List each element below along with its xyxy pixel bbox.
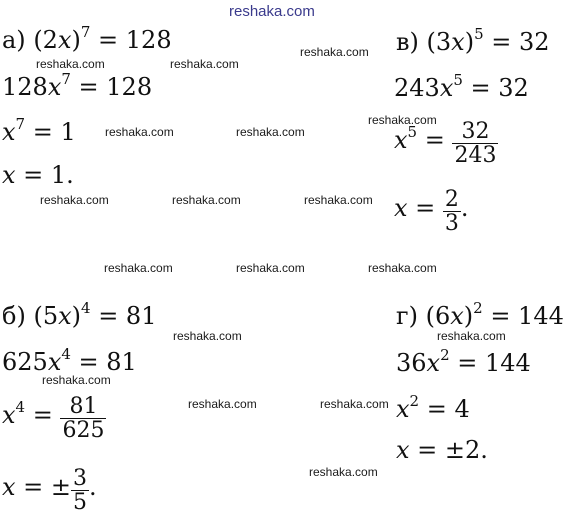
variable: x	[57, 26, 72, 54]
problem-a-equation	[2, 23, 172, 54]
watermark: reshaka.com	[104, 261, 173, 275]
coefficient: 243	[394, 74, 440, 102]
exponent: 2	[473, 299, 483, 317]
expr: =	[407, 194, 443, 223]
fraction	[60, 395, 106, 442]
watermark: reshaka.com	[300, 45, 369, 59]
fraction	[71, 467, 89, 514]
watermark: reshaka.com	[170, 57, 239, 71]
exponent: 5	[453, 71, 463, 89]
expr: = 4	[419, 395, 470, 423]
denominator: 3	[444, 211, 459, 237]
problem-g-answer	[396, 438, 488, 462]
coefficient: 625	[2, 348, 48, 376]
problem-v-equation	[396, 25, 550, 56]
problem-v-step-3	[394, 118, 498, 169]
watermark: reshaka.com	[188, 397, 257, 411]
denominator: 243	[454, 143, 497, 169]
expr: = 128	[70, 73, 153, 101]
exponent: 2	[440, 346, 450, 364]
expr: )	[464, 28, 475, 56]
watermark: reshaka.com	[437, 329, 506, 343]
numerator: 2	[444, 187, 459, 212]
problem-v-step-2	[394, 71, 529, 102]
exponent: 4	[61, 345, 71, 363]
watermark: reshaka.com	[42, 373, 111, 387]
variable: x	[394, 194, 408, 223]
problem-label: а)	[2, 26, 26, 54]
problem-g-equation	[396, 299, 564, 330]
expr: (5	[33, 302, 59, 330]
exponent: 5	[407, 123, 418, 142]
exponent: 7	[80, 23, 91, 41]
numerator: 3	[73, 466, 88, 491]
numerator: 81	[60, 395, 106, 419]
expr: = ±2.	[409, 436, 488, 464]
expr: = 32	[483, 28, 550, 56]
variable: x	[2, 473, 16, 502]
variable: x	[58, 302, 72, 330]
numerator: 32	[452, 120, 498, 144]
fraction	[443, 188, 461, 235]
variable: x	[2, 161, 16, 189]
variable: x	[47, 348, 62, 376]
watermark: reshaka.com	[320, 397, 389, 411]
variable: x	[439, 74, 454, 102]
variable: x	[47, 73, 62, 101]
expr: = 81	[70, 348, 137, 376]
expr: = 1.	[15, 161, 74, 189]
expr: (3	[426, 28, 452, 56]
problem-a-step-3	[2, 115, 76, 146]
expr: )	[71, 302, 82, 330]
exponent: 7	[15, 115, 26, 133]
watermark: reshaka.com	[304, 193, 373, 207]
expr: (6	[425, 302, 451, 330]
problem-b-equation	[2, 299, 157, 330]
variable: x	[394, 126, 408, 155]
coefficient: 128	[2, 73, 48, 101]
problem-g-step-2	[396, 346, 531, 377]
variable: x	[426, 349, 441, 377]
watermark: reshaka.com	[368, 113, 437, 127]
watermark: reshaka.com	[36, 57, 105, 71]
expr: .	[460, 194, 469, 223]
exponent: 4	[15, 398, 26, 417]
exponent: 2	[409, 392, 420, 410]
problem-a-step-2	[2, 70, 153, 101]
expr: .	[89, 473, 97, 502]
denominator: 625	[62, 418, 105, 444]
problem-b-step-3	[2, 393, 106, 444]
denominator: 5	[73, 490, 88, 515]
expr: )	[463, 302, 474, 330]
problem-b-answer	[2, 465, 97, 515]
problem-label: б)	[2, 302, 26, 330]
variable: x	[396, 436, 410, 464]
problem-v-answer	[394, 186, 469, 237]
expr: = ±	[15, 473, 72, 502]
variable: x	[450, 302, 464, 330]
expr: = 128	[90, 26, 172, 54]
expr: = 144	[449, 349, 531, 377]
expr: =	[25, 401, 61, 430]
problem-b-step-2	[2, 345, 137, 376]
watermark-top: reshaka.com	[229, 3, 315, 20]
expr: = 81	[90, 302, 157, 330]
watermark: reshaka.com	[236, 261, 305, 275]
problem-a-answer	[2, 163, 74, 187]
problem-g-step-3	[396, 392, 470, 423]
expr: )	[71, 26, 81, 54]
variable: x	[396, 395, 410, 423]
problem-label: в)	[396, 28, 419, 56]
expr: (2	[33, 26, 58, 54]
exponent: 4	[81, 299, 91, 317]
watermark: reshaka.com	[173, 329, 242, 343]
variable: x	[451, 28, 465, 56]
expr: = 32	[462, 74, 529, 102]
watermark: reshaka.com	[105, 125, 174, 139]
fraction	[452, 120, 498, 167]
watermark: reshaka.com	[40, 193, 109, 207]
watermark: reshaka.com	[236, 125, 305, 139]
watermark: reshaka.com	[368, 261, 437, 275]
expr: = 144	[482, 302, 564, 330]
expr: = 1	[25, 118, 76, 146]
coefficient: 36	[396, 349, 427, 377]
problem-label: г)	[396, 302, 418, 330]
exponent: 7	[61, 70, 71, 88]
variable: x	[2, 118, 16, 146]
expr: =	[417, 126, 453, 155]
exponent: 5	[474, 25, 484, 43]
watermark: reshaka.com	[172, 193, 241, 207]
variable: x	[2, 401, 16, 430]
watermark: reshaka.com	[309, 465, 378, 479]
